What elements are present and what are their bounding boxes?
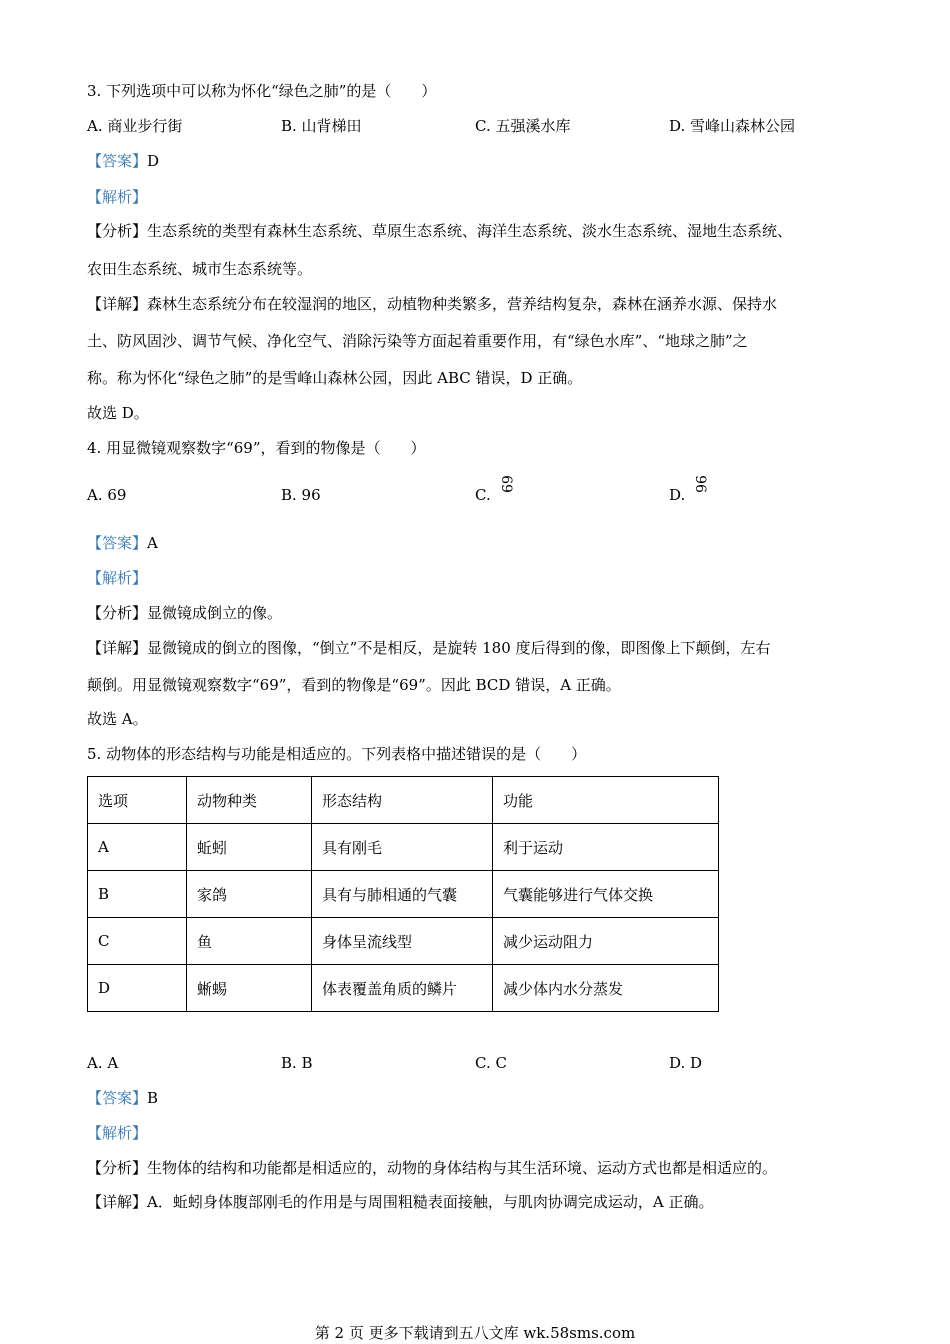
q5-analysis-tag xyxy=(87,1122,147,1144)
q3-option-b: B. 山背梯田 xyxy=(281,117,362,135)
q3-answer xyxy=(87,150,159,172)
q4-detail xyxy=(87,637,771,659)
table-cell: 气囊能够进行气体交换 xyxy=(493,871,719,918)
table-header-cell: 形态结构 xyxy=(312,777,493,824)
q4-analysis-tag xyxy=(87,567,147,589)
q4-fenxi xyxy=(87,602,282,624)
table-cell: 蚯蚓 xyxy=(187,824,312,871)
fenxi-text: 显微镜成倒立的像。 xyxy=(147,604,283,622)
table-cell: 家鸽 xyxy=(187,871,312,918)
analysis-tag: 【解析】 xyxy=(87,188,148,206)
table-cell: 鱼 xyxy=(187,918,312,965)
detail-tag: 【详解】 xyxy=(87,295,148,313)
table-row xyxy=(88,824,719,871)
fenxi-tag: 【分析】 xyxy=(87,1159,148,1177)
q3-detail-cont-2: 称。称为怀化“绿色之肺”的是雪峰山森林公园，因此 ABC 错误，D 正确。 xyxy=(87,369,583,387)
table-cell: C xyxy=(88,918,187,965)
q4-stem: 4. 用显微镜观察数字“69”，看到的物像是（ ） xyxy=(87,439,426,457)
q3-detail-cont-1: 土、防风固沙、调节气候、净化空气、消除污染等方面起着重要作用，有“绿色水库”、“地球之肺”之 xyxy=(87,332,748,350)
q5-stem: 5. 动物体的形态结构与功能是相适应的。下列表格中描述错误的是（ ） xyxy=(87,745,587,763)
q5-answer xyxy=(87,1087,158,1109)
q4-option-d-figure: 96 xyxy=(692,475,709,493)
q5-option-a: A. A xyxy=(87,1054,119,1072)
table-cell: 具有与肺相通的气囊 xyxy=(312,871,493,918)
q4-option-c-label: C. xyxy=(475,486,491,504)
table-cell: 减少运动阻力 xyxy=(493,918,719,965)
q3-analysis-tag xyxy=(87,186,147,208)
detail-text: 显微镜成的倒立的图像，“倒立”不是相反，是旋转 180 度后得到的像，即图像上下颠倒，左右 xyxy=(147,639,771,657)
fenxi-tag: 【分析】 xyxy=(87,222,148,240)
detail-tag: 【详解】 xyxy=(87,1193,148,1211)
q4-detail-cont: 颠倒。用显微镜观察数字“69”，看到的物像是“69”。因此 BCD 错误，A 正确。 xyxy=(87,676,621,694)
table-cell: B xyxy=(88,871,187,918)
fenxi-text: 生态系统的类型有森林生态系统、草原生态系统、海洋生态系统、淡水生态系统、湿地生态系统、 xyxy=(147,222,793,240)
table-cell: 减少体内水分蒸发 xyxy=(493,965,719,1012)
q4-option-b: B. 96 xyxy=(281,486,321,504)
answer-value: A xyxy=(147,534,158,552)
analysis-tag: 【解析】 xyxy=(87,569,148,587)
table-cell: D xyxy=(88,965,187,1012)
page-footer: 第 2 页 更多下载请到五八文库 wk.58sms.com xyxy=(314,1324,636,1342)
table-cell: A xyxy=(88,824,187,871)
q3-option-d: D. 雪峰山森林公园 xyxy=(669,117,796,135)
q4-option-d xyxy=(669,475,709,507)
answer-value: D xyxy=(147,152,160,170)
q4-answer xyxy=(87,532,158,554)
analysis-tag: 【解析】 xyxy=(87,1124,148,1142)
q5-option-b: B. B xyxy=(281,1054,313,1072)
q4-option-c-figure: 69 xyxy=(497,475,514,493)
q4-option-c xyxy=(475,475,514,507)
q4-conclusion: 故选 A。 xyxy=(87,710,148,728)
table-cell: 利于运动 xyxy=(493,824,719,871)
table-row xyxy=(88,871,719,918)
detail-tag: 【详解】 xyxy=(87,639,148,657)
q5-detail xyxy=(87,1191,713,1213)
table-row xyxy=(88,965,719,1012)
q3-detail xyxy=(87,293,777,315)
answer-tag: 【答案】 xyxy=(87,1089,148,1107)
table-header-cell: 功能 xyxy=(493,777,719,824)
q3-option-a: A. 商业步行街 xyxy=(87,117,183,135)
q3-fenxi xyxy=(87,220,792,242)
q5-option-d: D. D xyxy=(669,1054,703,1072)
q5-table xyxy=(87,776,719,1012)
table-cell: 身体呈流线型 xyxy=(312,918,493,965)
q5-fenxi xyxy=(87,1157,777,1179)
table-header-cell: 选项 xyxy=(88,777,187,824)
table-cell: 蜥蜴 xyxy=(187,965,312,1012)
q4-option-a: A. 69 xyxy=(87,486,127,504)
q3-conclusion: 故选 D。 xyxy=(87,404,149,422)
answer-tag: 【答案】 xyxy=(87,152,148,170)
detail-text: 森林生态系统分布在较湿润的地区，动植物种类繁多，营养结构复杂，森林在涵养水源、保持水 xyxy=(147,295,778,313)
q3-stem: 3. 下列选项中可以称为怀化“绿色之肺”的是（ ） xyxy=(87,82,437,100)
fenxi-text: 生物体的结构和功能都是相适应的，动物的身体结构与其生活环境、运动方式也都是相适应的。 xyxy=(147,1159,778,1177)
q3-fenxi-cont: 农田生态系统、城市生态系统等。 xyxy=(87,260,313,278)
table-header-cell: 动物种类 xyxy=(187,777,312,824)
q5-option-c: C. C xyxy=(475,1054,507,1072)
table-row xyxy=(88,918,719,965)
q4-option-d-label: D. xyxy=(669,486,686,504)
table-cell: 体表覆盖角质的鳞片 xyxy=(312,965,493,1012)
answer-tag: 【答案】 xyxy=(87,534,148,552)
table-cell: 具有刚毛 xyxy=(312,824,493,871)
table-header-row xyxy=(88,777,719,824)
answer-value: B xyxy=(147,1089,159,1107)
fenxi-tag: 【分析】 xyxy=(87,604,148,622)
detail-text: A．蚯蚓身体腹部刚毛的作用是与周围粗糙表面接触，与肌肉协调完成运动，A 正确。 xyxy=(147,1193,714,1211)
q3-option-c: C. 五强溪水库 xyxy=(475,117,571,135)
